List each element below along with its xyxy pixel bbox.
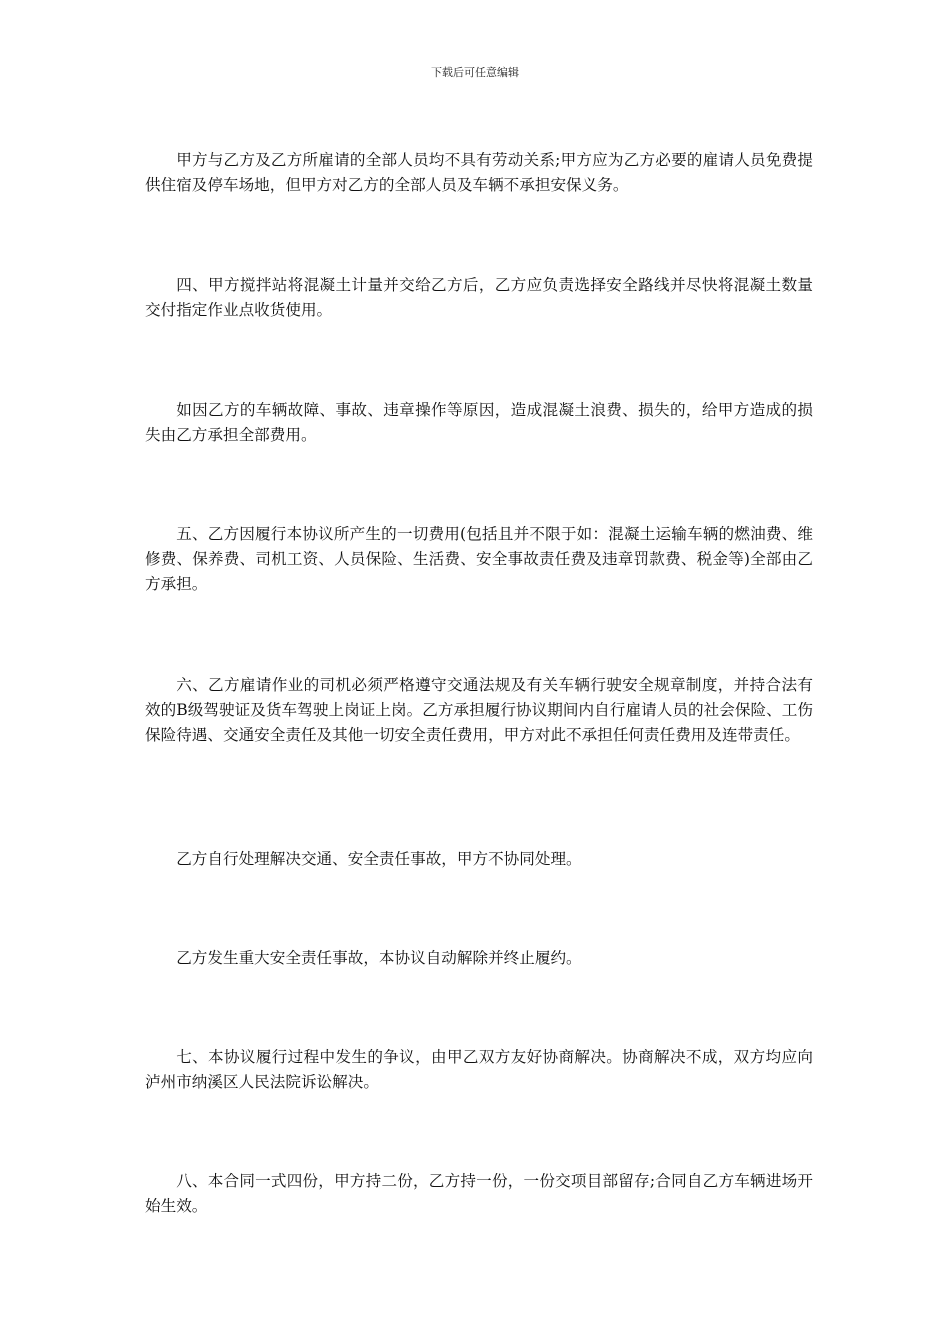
- paragraph-vehicle-loss: 如因乙方的车辆故障、事故、违章操作等原因，造成混凝土浪费、损失的，给甲方造成的损失由乙方承担全部费用。: [145, 401, 813, 444]
- paragraph-clause-7: 七、本协议履行过程中发生的争议，由甲乙双方友好协商解决。协商解决不成，双方均应向泸州市纳溪区人民法院诉讼解决。: [145, 1048, 813, 1091]
- paragraph-clause-4: 四、甲方搅拌站将混凝土计量并交给乙方后，乙方应负责选择安全路线并尽快将混凝土数量交付指定作业点收货使用。: [145, 276, 813, 319]
- paragraph-clause-5: 五、乙方因履行本协议所产生的一切费用(包括且并不限于如：混凝土运输车辆的燃油费、维修费、保养费、司机工资、人员保险、生活费、安全事故责任费及违章罚款费、税金等)全部由乙方承担。: [145, 525, 813, 593]
- page-header-note: 下载后可任意编辑: [431, 66, 519, 79]
- paragraph-accident-handling: 乙方自行处理解决交通、安全责任事故，甲方不协同处理。: [176, 850, 582, 868]
- paragraph-clause-6: 六、乙方雇请作业的司机必须严格遵守交通法规及有关车辆行驶安全规章制度，并持合法有效的B级驾驶证及货车驾驶上岗证上岗。乙方承担履行协议期间内自行雇请人员的社会保险、工伤保险待遇、交通安全责任及其他一切安全责任费用，甲方对此不承担任何责任费用及连带责任。: [145, 676, 813, 744]
- paragraph-clause-8: 八、本合同一式四份，甲方持二份，乙方持一份，一份交项目部留存;合同自乙方车辆进场开始生效。: [145, 1172, 813, 1215]
- paragraph-labor-relation: 甲方与乙方及乙方所雇请的全部人员均不具有劳动关系;甲方应为乙方必要的雇请人员免费提供住宿及停车场地，但甲方对乙方的全部人员及车辆不承担安保义务。: [145, 151, 813, 194]
- paragraph-agreement-termination: 乙方发生重大安全责任事故，本协议自动解除并终止履约。: [176, 949, 582, 967]
